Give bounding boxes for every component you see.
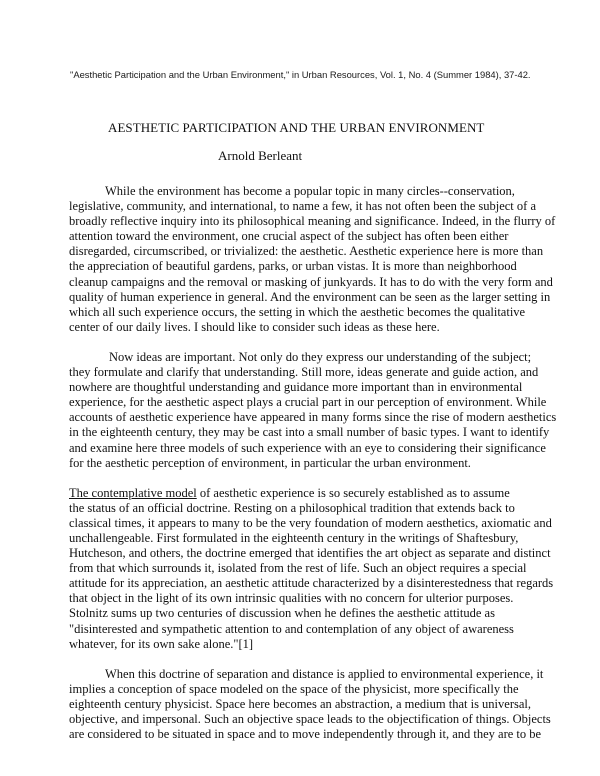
paragraph-3 xyxy=(69,485,554,652)
text-line: broadly reflective inquiry into its philosophical meaning and significance. Indeed, in the flurry of xyxy=(69,214,556,229)
text-line: eighteenth century physicist. Space here becomes an abstraction, a medium that is universal, xyxy=(69,696,532,711)
text-line: attention toward the environment, one crucial aspect of the subject has often been either xyxy=(69,229,509,244)
text-line: accounts of aesthetic experience have appeared in many forms since the rise of modern aesthetics xyxy=(69,410,557,425)
text-line xyxy=(69,486,537,501)
author-name: Arnold Berleant xyxy=(218,148,303,163)
paragraph-4 xyxy=(69,666,551,742)
text-line: the appreciation of beautiful gardens, parks, or urban vistas. It is more than neighborhood xyxy=(69,259,517,274)
text-line: Stolnitz sums up two centuries of discussion when he defines the aesthetic attitude as xyxy=(69,606,495,621)
text-line: When this doctrine of separation and distance is applied to environmental experience, it xyxy=(105,666,544,681)
text-line: Hutcheson, and others, the doctrine emerged that identifies the art object as separate and distinct xyxy=(69,546,551,561)
article-body xyxy=(69,184,557,742)
text-line: center of our daily lives. I should like to consider such ideas as these here. xyxy=(69,319,440,334)
underlined-term: The contemplative model xyxy=(69,485,197,500)
text-line: Now ideas are important. Not only do they express our understanding of the subject; xyxy=(109,349,532,364)
citation-header: "Aesthetic Participation and the Urban Environment," in Urban Resources, Vol. 1, No. 4 (Summer 1984), 37-42. xyxy=(70,69,531,80)
text-line: whatever, for its own sake alone."[1] xyxy=(69,636,254,651)
text-line: they formulate and clarify that understanding. Still more, ideas generate and guide action, and xyxy=(69,365,539,380)
text-line: for the aesthetic perception of environment, in particular the urban environment. xyxy=(69,455,471,470)
text-line: which all such experience occurs, the setting in which the aesthetic becomes the qualitative xyxy=(69,304,526,319)
text-line: nowhere are thoughtful understanding and guidance more important than in environmental xyxy=(69,380,523,395)
paragraph-2 xyxy=(69,349,557,471)
text-line: quality of human experience in general. And the environment can be seen as the larger setting in xyxy=(69,289,551,304)
text-line: attitude for its appreciation, an aesthetic attitude characterized by a disinterestedness that regards xyxy=(69,576,554,591)
text-fragment: of aesthetic experience is so securely established as to assume xyxy=(196,485,510,500)
text-line: "disinterested and sympathetic attention to and contemplation of any object of awareness xyxy=(69,621,514,636)
text-line: cleanup campaigns and the removal or masking of junkyards. It has to do with the very form and xyxy=(69,274,553,289)
text-line: disregarded, circumscribed, or trivialized: the aesthetic. Aesthetic experience here is more than xyxy=(69,244,544,259)
text-line: and examine here three models of such experience with an eye to considering their significance xyxy=(69,440,546,455)
text-line: implies a conception of space modeled on the space of the physicist, more specifically the xyxy=(69,681,519,696)
text-line: While the environment has become a popular topic in many circles--conservation, xyxy=(105,184,515,198)
text-line: legislative, community, and international, to name a few, it has not often been the subject of a xyxy=(69,199,536,214)
text-line: that object in the light of its own intrinsic qualities with no concern for ulterior purposes. xyxy=(69,591,514,606)
text-line: from that which surrounds it, isolated from the rest of life. Such an object requires a special xyxy=(69,561,527,576)
text-line: the status of an official doctrine. Resting on a philosophical tradition that extends back to xyxy=(69,500,515,515)
text-line: in the eighteenth century, they may be cast into a small number of basic types. I want to identify xyxy=(69,425,550,440)
text-line: experience, for the aesthetic aspect plays a crucial part in our perception of environment. While xyxy=(69,395,547,410)
text-line: unchallengeable. First formulated in the eighteenth century in the writings of Shaftesbury, xyxy=(69,530,519,545)
text-line: classical times, it appears to many to be the very foundation of modern aesthetics, axiomatic and xyxy=(69,515,552,530)
paragraph-1 xyxy=(69,184,556,335)
text-line: are considered to be situated in space and to move independently through it, and they are to be xyxy=(69,727,542,742)
text-line: objective, and impersonal. Such an objective space leads to the objectification of things. Objects xyxy=(69,712,551,726)
article-title: AESTHETIC PARTICIPATION AND THE URBAN ENVIRONMENT xyxy=(108,120,485,135)
